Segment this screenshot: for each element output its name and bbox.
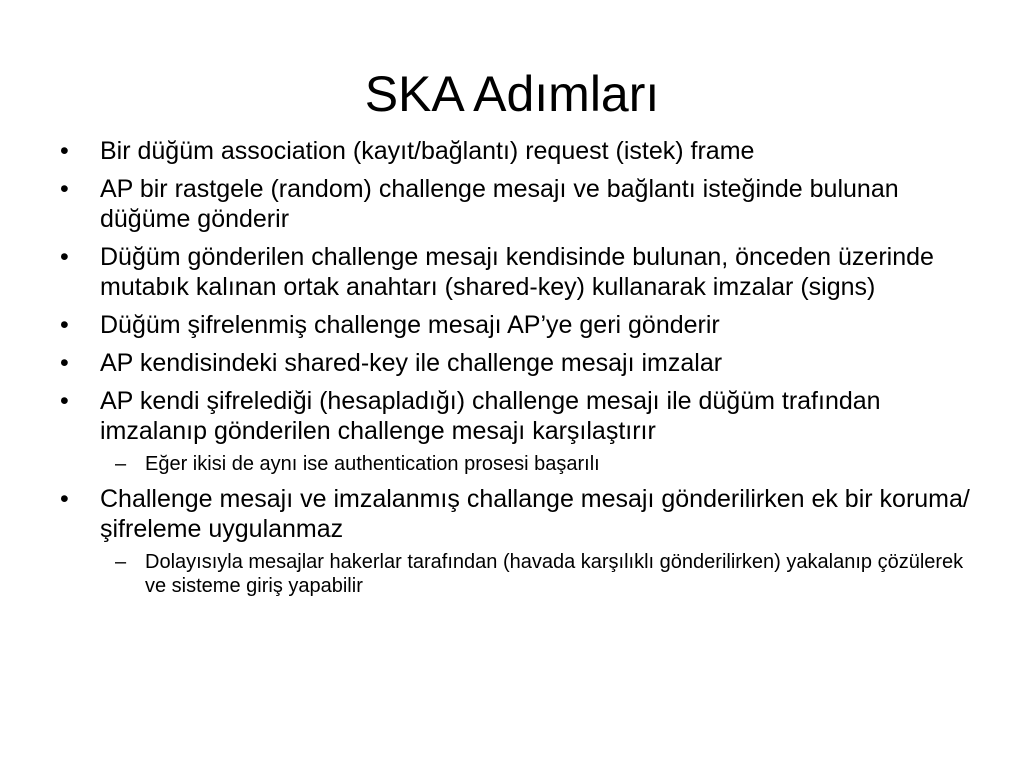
- bullet-text: AP kendisindeki shared-key ile challenge mesajı imzalar: [100, 349, 723, 377]
- bullet-text: Düğüm şifrelenmiş challenge mesajı AP’ye geri gönderir: [100, 311, 720, 339]
- bullet-text: AP bir rastgele (random) challenge mesajı ve bağlantı isteğinde bulunan düğüme gönderir: [100, 175, 899, 233]
- dash-marker: –: [115, 453, 127, 475]
- sub-bullet-item: [0, 452, 1024, 476]
- bullet-marker: •: [60, 175, 69, 203]
- bullet-text: Düğüm gönderilen challenge mesajı kendisinde bulunan, önceden üzerinde mutabık kalınan ortak anahtarı (shared-key) kullanarak imzalar (signs): [100, 243, 934, 301]
- bullet-marker: •: [60, 349, 69, 377]
- bullet-item: [0, 136, 1024, 166]
- bullet-marker: •: [60, 311, 69, 339]
- bullet-marker: •: [60, 485, 69, 513]
- bullet-item: [0, 242, 1024, 302]
- bullet-marker: •: [60, 243, 69, 271]
- sub-bullet-text: Dolayısıyla mesajlar hakerlar tarafından (havada karşılıklı gönderilirken) yakalanıp çözülerek ve sisteme giriş yapabilir: [145, 551, 964, 597]
- bullet-item: [0, 310, 1024, 340]
- bullet-list: [0, 136, 1024, 606]
- bullet-item: [0, 348, 1024, 378]
- bullet-text: AP kendi şifrelediği (hesapladığı) challenge mesajı ile düğüm trafından imzalanıp gönderilen challenge mesajı karşılaştırır: [100, 387, 881, 445]
- bullet-text: Bir düğüm association (kayıt/bağlantı) request (istek) frame: [100, 137, 755, 165]
- sub-bullet-text: Eğer ikisi de aynı ise authentication prosesi başarılı: [145, 453, 600, 475]
- bullet-marker: •: [60, 387, 69, 415]
- bullet-item: [0, 174, 1024, 234]
- dash-marker: –: [115, 551, 127, 573]
- bullet-item: [0, 386, 1024, 446]
- sub-bullet-item: [0, 550, 1024, 598]
- bullet-item: [0, 484, 1024, 544]
- bullet-text: Challenge mesajı ve imzalanmış challange mesajı gönderilirken ek bir koruma/şifreleme uygulanmaz: [100, 485, 970, 543]
- bullet-marker: •: [60, 137, 69, 165]
- slide-title: SKA Adımları: [364, 66, 660, 122]
